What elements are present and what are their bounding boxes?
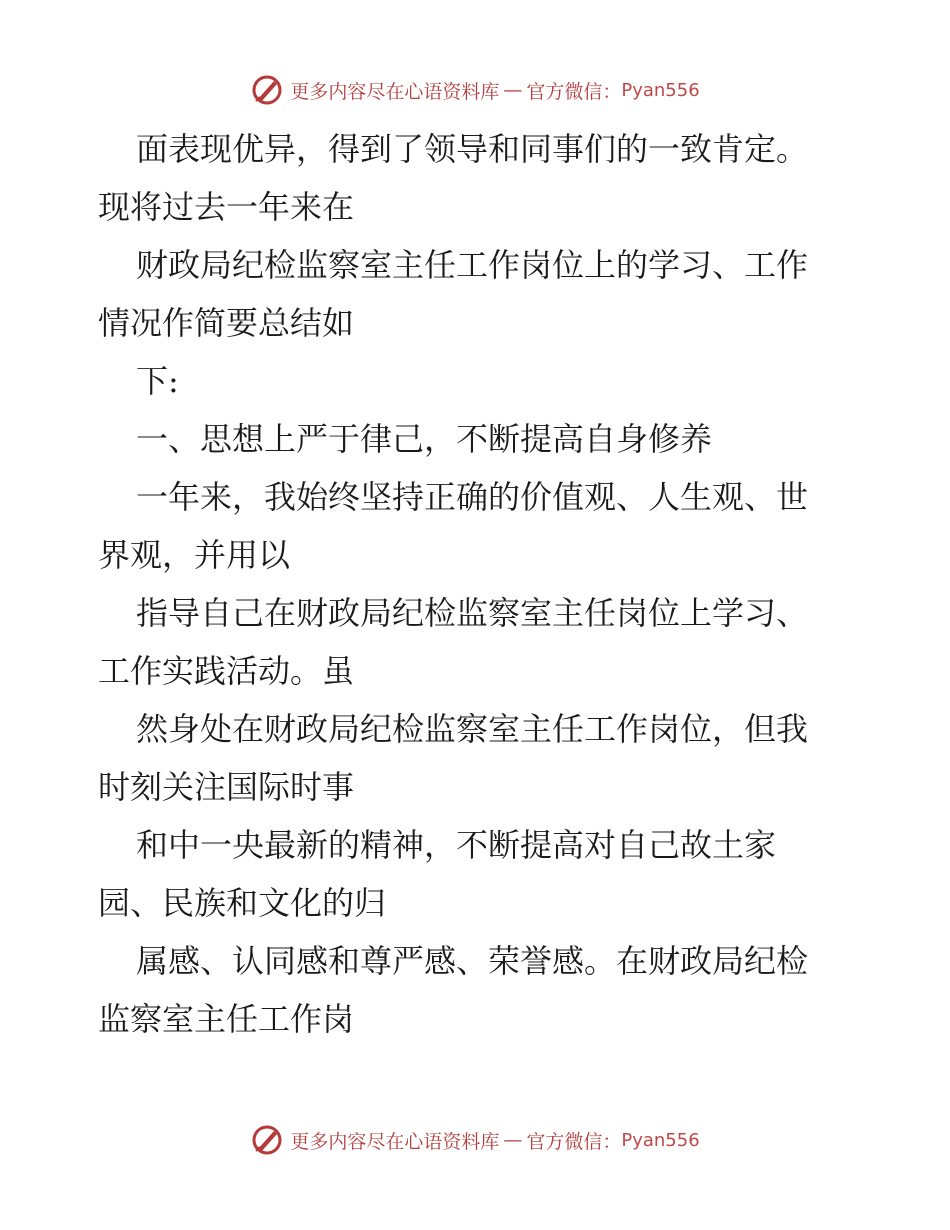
body-line: 园、民族和文化的归 [98,884,387,922]
section-heading: 一、思想上严于律己，不断提高自身修养 [136,420,713,458]
quill-logo-icon [250,73,284,107]
header-site-text: 更多内容尽在心语资料库 [290,80,500,103]
document-body [98,120,858,1048]
footer-site-text: 更多内容尽在心语资料库 [290,1130,500,1153]
body-line: 现将过去一年来在 [98,188,355,226]
body-line: 然身处在财政局纪检监察室主任工作岗位，但我 [136,710,809,748]
body-line: 财政局纪检监察室主任工作岗位上的学习、工作 [136,246,809,284]
body-line: 一年来，我始终坚持正确的价值观、人生观、世 [136,478,809,516]
header-dash: — [503,79,523,101]
body-line: 工作实践活动。虽 [98,652,355,690]
body-line: 界观，并用以 [98,536,291,574]
body-line: 面表现优异，得到了领导和同事们的一致肯定。 [136,130,809,168]
body-line: 属感、认同感和尊严感、荣誉感。在财政局纪检 [136,942,809,980]
body-line: 时刻关注国际时事 [98,768,355,806]
quill-logo-icon [250,1123,284,1157]
footer-dash: — [503,1129,523,1151]
footer-wechat-label: 官方微信： [526,1130,622,1153]
header-wechat-label: 官方微信： [526,80,622,103]
body-line: 和中一央最新的精神，不断提高对自己故土家 [136,826,777,864]
body-line: 情况作简要总结如 [98,304,355,342]
body-line: 指导自己在财政局纪检监察室主任岗位上学习、 [136,594,809,632]
footer-banner [0,1120,950,1160]
body-line: 下: [136,362,179,400]
body-line: 监察室主任工作岗 [98,1000,355,1038]
header-wechat-id: Pyan556 [621,79,700,101]
header-banner [0,70,950,110]
footer-wechat-id: Pyan556 [621,1129,700,1151]
